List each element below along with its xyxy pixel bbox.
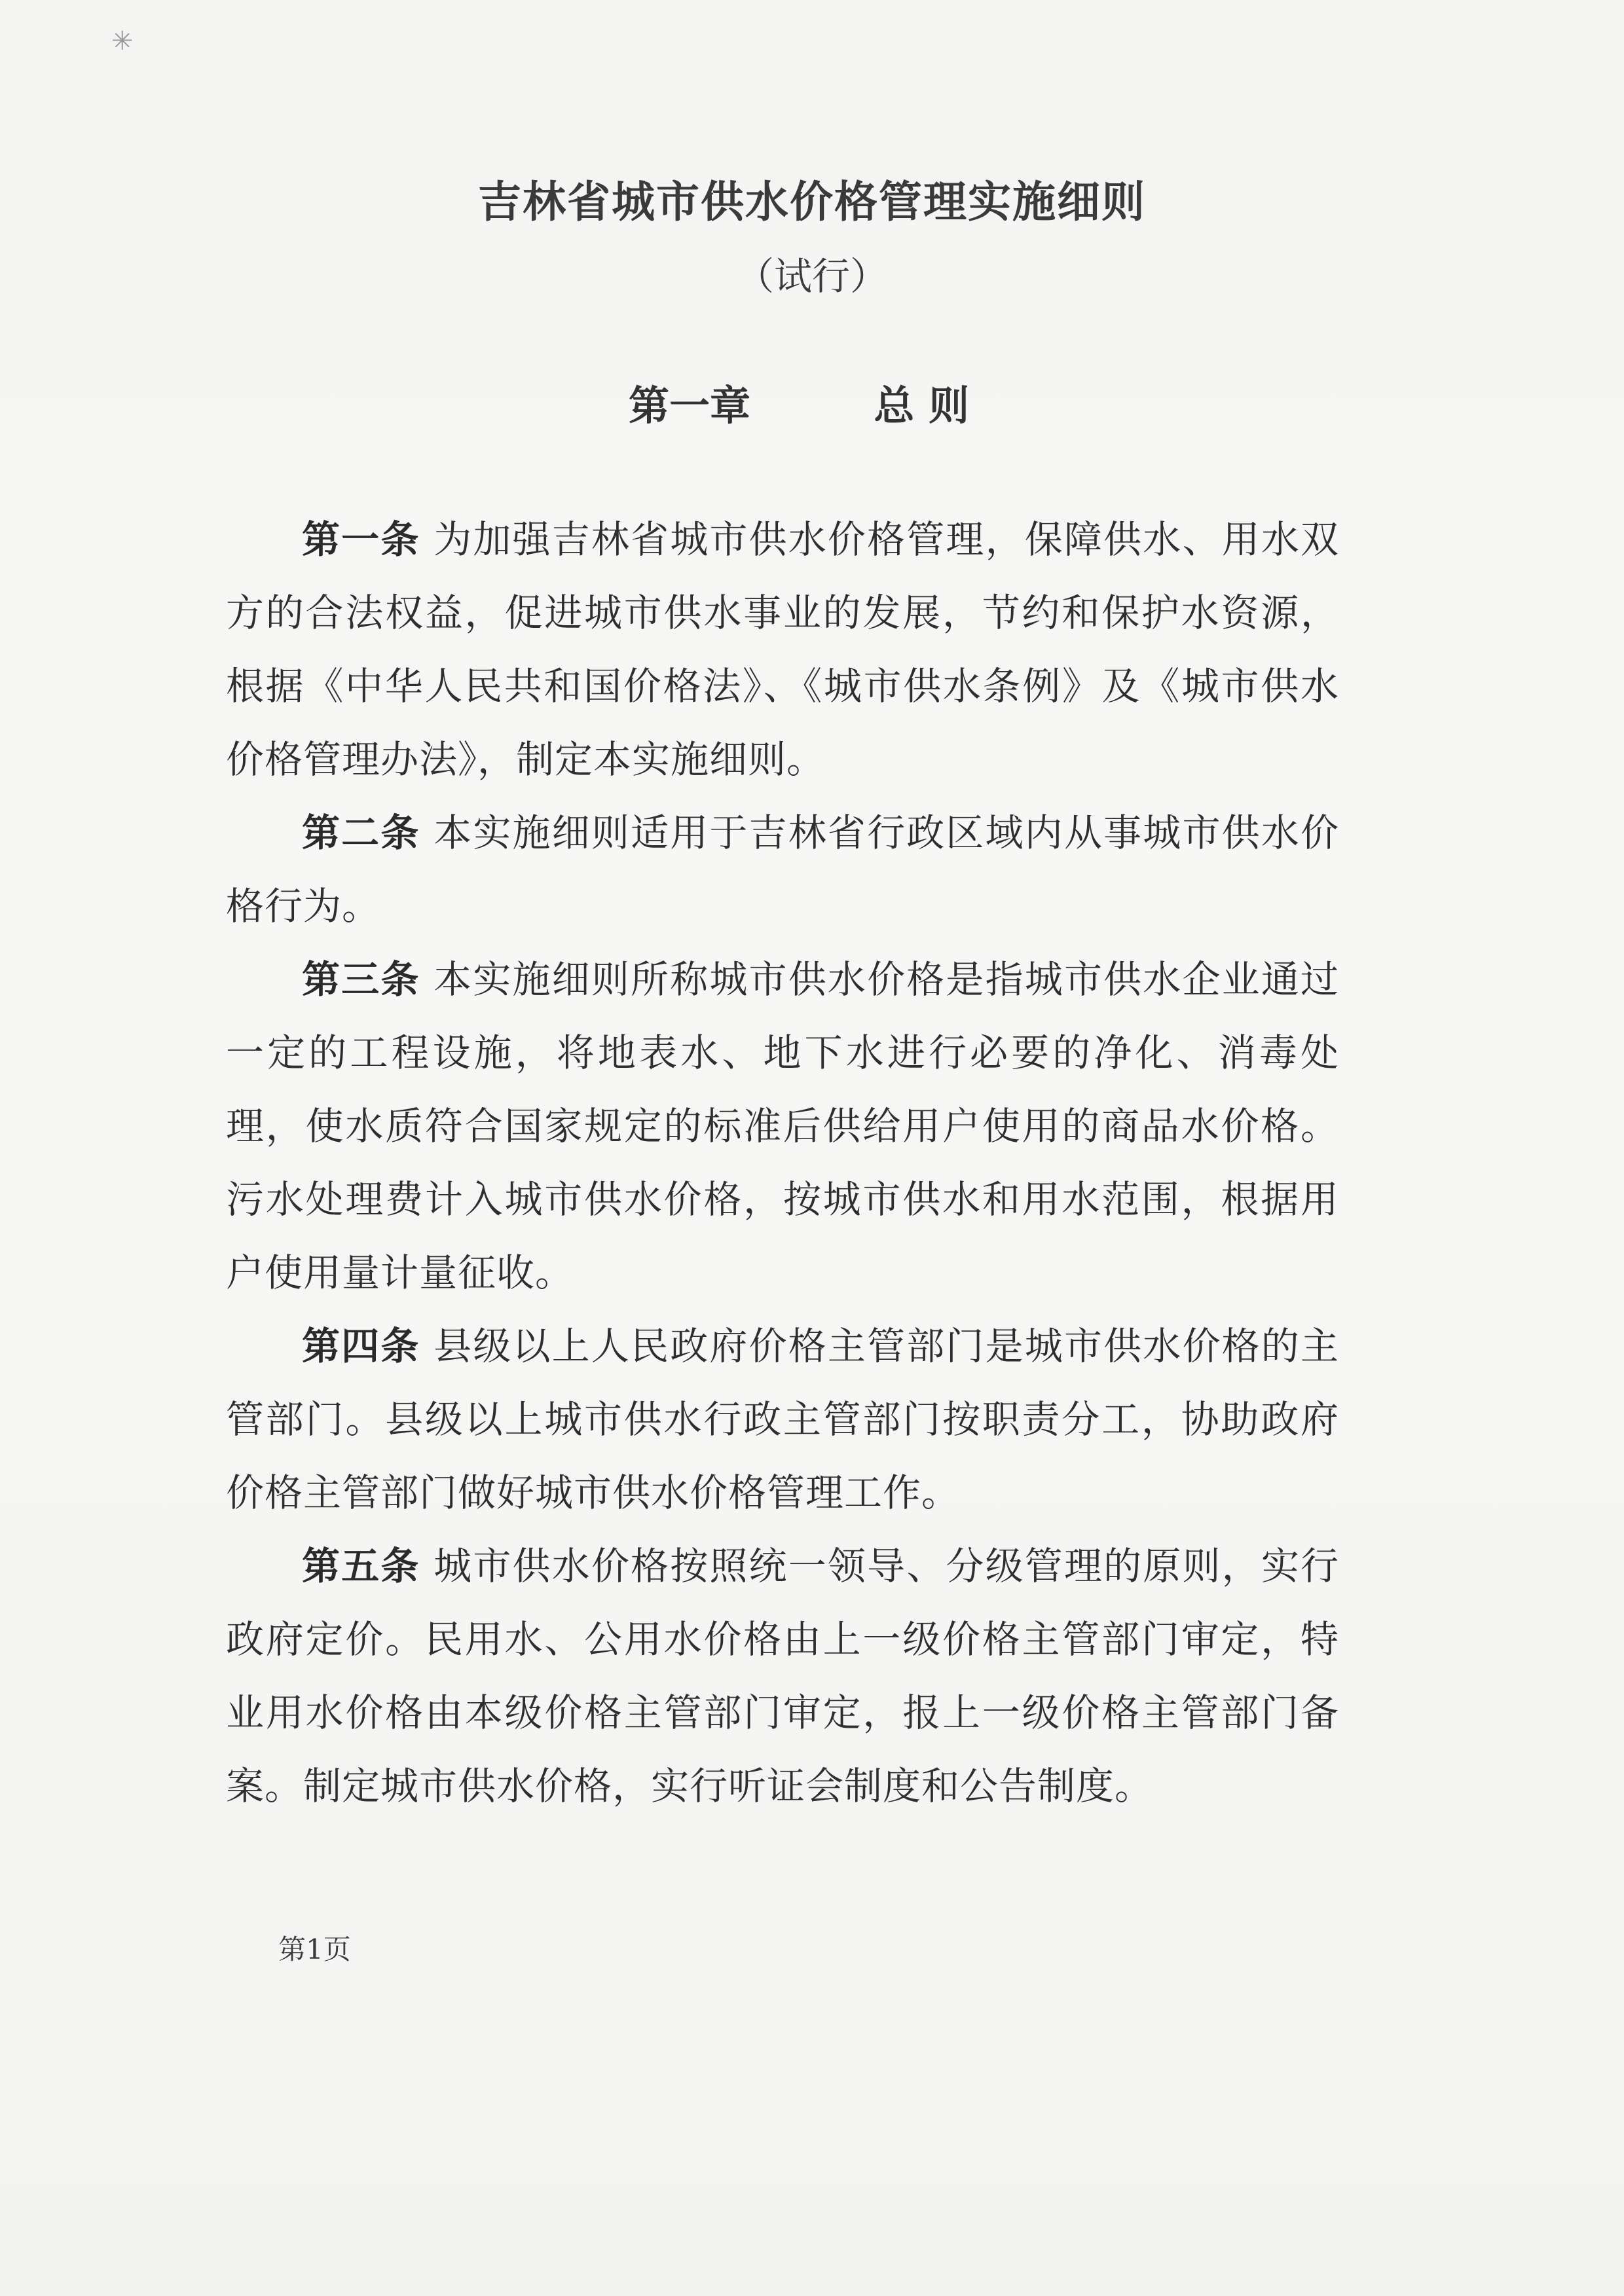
chapter-heading [629,373,969,431]
document-title: 吉林省城市供水价格管理实施细则 [478,177,1146,227]
article-text: 县级以上人民政府价格主管部门是城市供水价格的主管部门。县级以上城市供水行政主管部门按职责分工，协助政府价格主管部门做好城市供水价格管理工作。 [226,1324,1339,1515]
document-subtitle: （试行） [735,254,888,299]
paper-speck-decoration: ✳ [111,26,134,56]
article-paragraph [226,1309,1339,1529]
article-paragraph [226,943,1339,1309]
article-paragraph [226,1529,1339,1823]
article-paragraph [226,503,1339,796]
article-label: 第三条 [302,957,420,1002]
article-text: 为加强吉林省城市供水价格管理，保障供水、用水双方的合法权益，促进城市供水事业的发展，节约和保护水资源，根据《中华人民共和国价格法》、《城市供水条例》及《城市供水价格管理办法》，制定本实施细则。 [226,517,1339,782]
document-body [226,503,1339,1823]
page-number: 第1页 [278,1933,351,1965]
article-paragraph [226,796,1339,943]
article-label: 第五条 [302,1544,420,1588]
article-text: 本实施细则适用于吉林省行政区域内从事城市供水价格行为。 [226,811,1339,928]
article-text: 本实施细则所称城市供水价格是指城市供水企业通过一定的工程设施，将地表水、地下水进行必要的净化、消毒处理，使水质符合国家规定的标准后供给用户使用的商品水价格。污水处理费计入城市供水价格，按城市供水和用水范围，根据用户使用量计量征收。 [226,957,1339,1295]
article-text: 城市供水价格按照统一领导、分级管理的原则，实行政府定价。民用水、公用水价格由上一级价格主管部门审定，特业用水价格由本级价格主管部门审定，报上一级价格主管部门备案。制定城市供水价格，实行听证会制度和公告制度。 [226,1544,1339,1808]
article-label: 第一条 [302,517,420,562]
chapter-name: 总 则 [874,382,969,429]
chapter-number: 第一章 [629,382,751,429]
article-label: 第二条 [302,811,420,855]
article-label: 第四条 [302,1324,420,1368]
